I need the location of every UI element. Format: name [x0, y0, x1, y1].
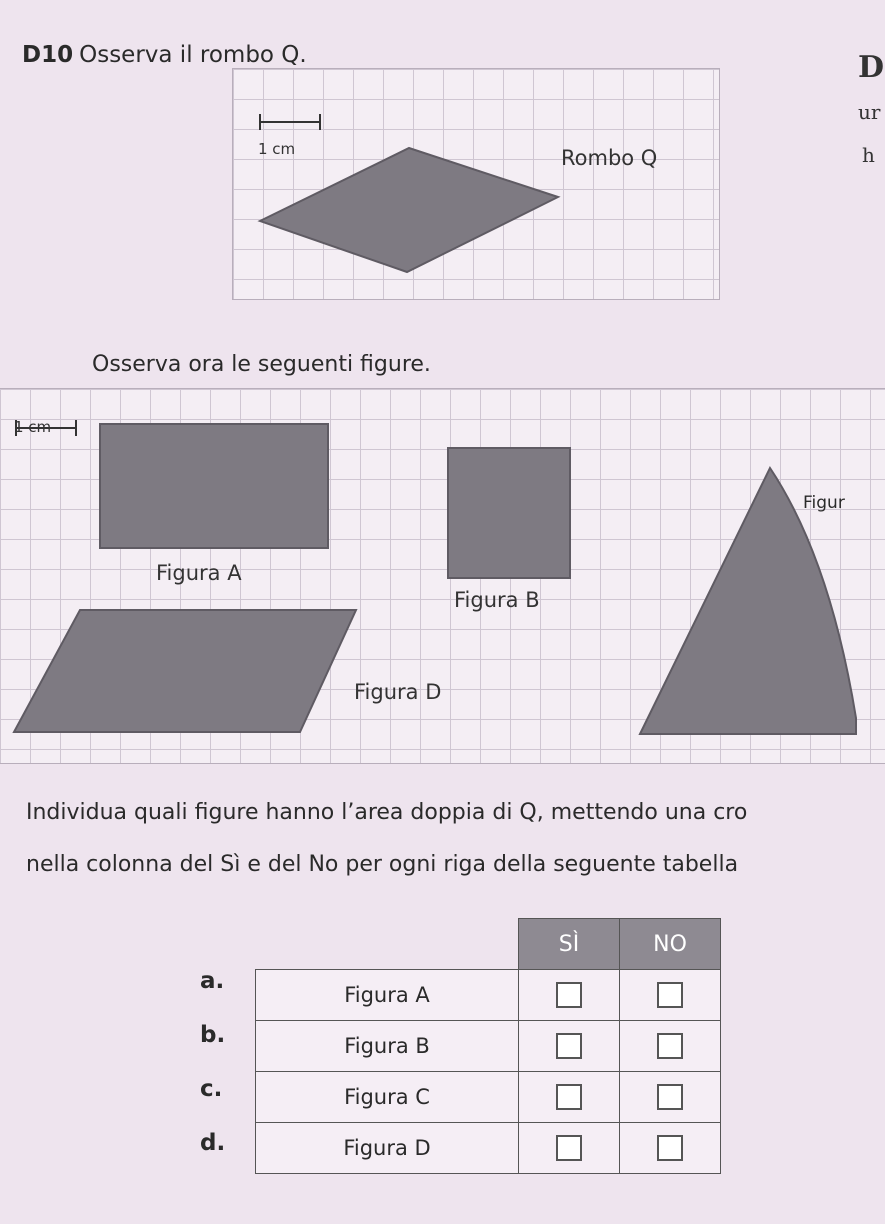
answer-table	[255, 918, 721, 1174]
header-blank	[256, 919, 519, 970]
rhombus-label: Rombo Q	[561, 146, 658, 170]
exercise-title	[22, 42, 307, 68]
figure-b-label: Figura B	[454, 588, 540, 612]
header-yes: SÌ	[519, 919, 620, 970]
figure-b-square	[448, 448, 570, 578]
row-letter-a: a.	[200, 968, 225, 994]
row-letter-c: c.	[200, 1076, 223, 1102]
figures-drawing	[0, 388, 885, 766]
exercise-code: D10	[22, 42, 74, 68]
figures-scale-label: 1 cm	[14, 418, 52, 436]
row-letter-d: d.	[200, 1130, 226, 1156]
side-fragment-1: ur	[858, 100, 881, 124]
row-figure-b: Figura B	[256, 1021, 519, 1072]
figure-d-label: Figura D	[354, 680, 442, 704]
figure-a-label: Figura A	[156, 561, 242, 585]
figure-a-rectangle	[100, 424, 328, 548]
side-letter: D	[858, 50, 885, 85]
checkbox-b-yes[interactable]	[556, 1033, 582, 1059]
row-letter-b: b.	[200, 1022, 226, 1048]
instruction-line-1: Individua quali figure hanno l’area doppia di Q, mettendo una cro	[26, 800, 748, 825]
scale-bar	[260, 114, 320, 130]
intro-text: Osserva ora le seguenti figure.	[92, 352, 431, 377]
checkbox-c-no[interactable]	[657, 1084, 683, 1110]
checkbox-a-no[interactable]	[657, 982, 683, 1008]
checkbox-d-yes[interactable]	[556, 1135, 582, 1161]
checkbox-b-no[interactable]	[657, 1033, 683, 1059]
figure-d-parallelogram	[14, 610, 356, 732]
rhombus-drawing	[232, 68, 720, 300]
checkbox-d-no[interactable]	[657, 1135, 683, 1161]
instruction-line-2: nella colonna del Sì e del No per ogni riga della seguente tabella	[26, 852, 739, 877]
table-row	[256, 970, 721, 1021]
table-row	[256, 1123, 721, 1174]
table-row	[256, 1021, 721, 1072]
row-figure-d: Figura D	[256, 1123, 519, 1174]
checkbox-c-yes[interactable]	[556, 1084, 582, 1110]
figure-c-label: Figur	[803, 493, 845, 513]
rhombus-q	[260, 148, 558, 272]
row-figure-a: Figura A	[256, 970, 519, 1021]
side-fragment-2: h	[862, 143, 875, 167]
row-figure-c: Figura C	[256, 1072, 519, 1123]
header-no: NO	[620, 919, 721, 970]
exercise-prompt: Osserva il rombo Q.	[79, 42, 307, 68]
rhombus-scale-label: 1 cm	[258, 140, 296, 158]
table-row	[256, 1072, 721, 1123]
table-header-row	[256, 919, 721, 970]
checkbox-a-yes[interactable]	[556, 982, 582, 1008]
